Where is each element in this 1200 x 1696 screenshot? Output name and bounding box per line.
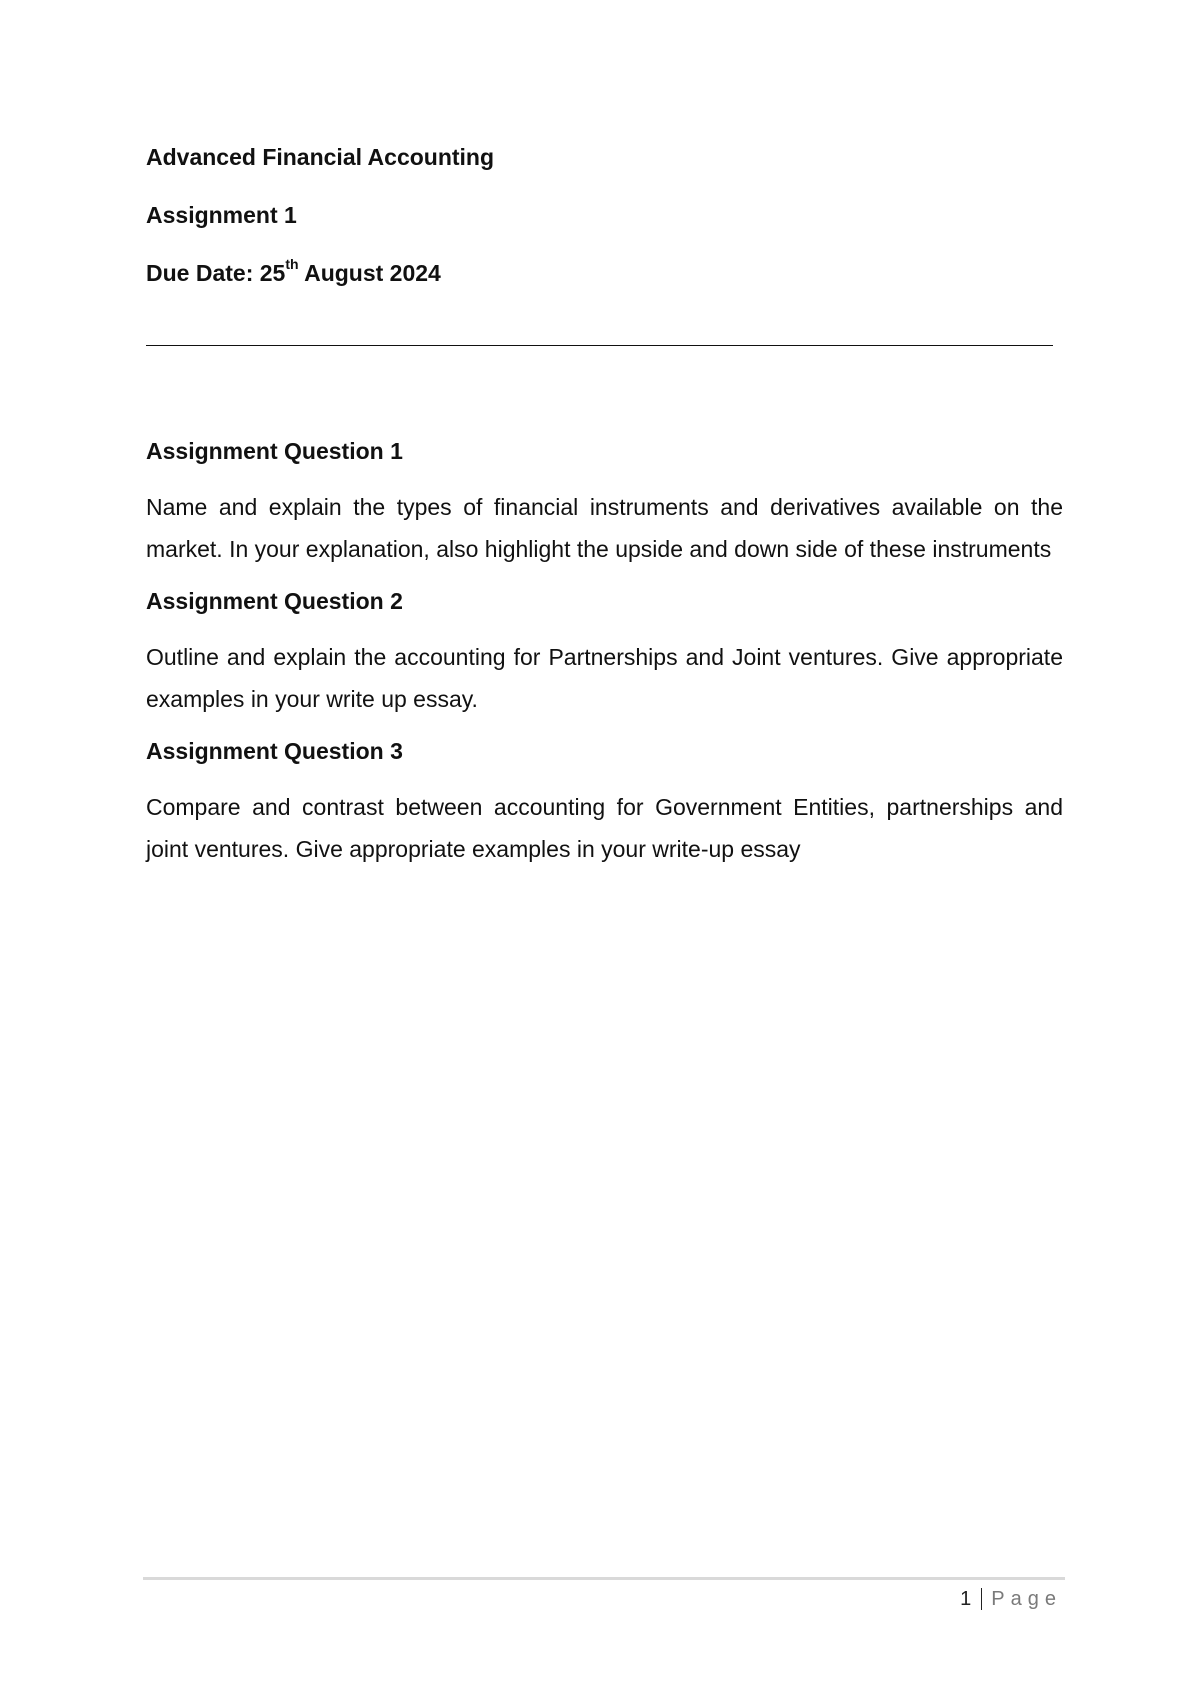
- question-2-heading: Assignment Question 2: [146, 588, 403, 614]
- question-2-body: Outline and explain the accounting for Partnerships and Joint ventures. Give appropriate examples in your write up essay.: [146, 644, 1063, 712]
- due-date-label: Due Date: 25: [146, 260, 286, 286]
- page-label: Page: [991, 1588, 1062, 1610]
- header-divider: [146, 345, 1053, 346]
- due-date: [146, 258, 1063, 288]
- question-1-body: Name and explain the types of financial instruments and derivatives available on the market. In your explanation, also highlight the upside and down side of these instruments: [146, 494, 1063, 562]
- footer-divider: [143, 1577, 1065, 1580]
- question-3-body: Compare and contrast between accounting for Government Entities, partnerships and joint ventures. Give appropriate examples in your write-up essay: [146, 794, 1063, 862]
- document-title: Advanced Financial Accounting: [146, 144, 495, 170]
- question-1-heading: Assignment Question 1: [146, 438, 403, 464]
- assignment-number: Assignment 1: [146, 202, 297, 228]
- page-footer: [960, 1586, 1062, 1612]
- page-number: 1: [960, 1588, 972, 1610]
- document-header: [146, 142, 1063, 288]
- footer-separator: [981, 1588, 982, 1610]
- question-3-heading: Assignment Question 3: [146, 738, 403, 764]
- due-date-ordinal: th: [285, 256, 299, 273]
- questions-section: [146, 436, 1063, 886]
- due-date-month-year: August 2024: [298, 260, 441, 286]
